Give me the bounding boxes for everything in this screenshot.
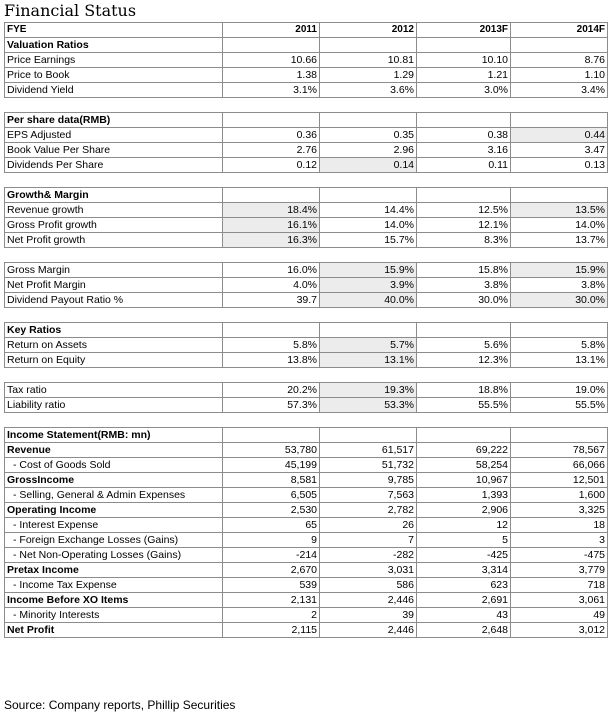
value-cell: 13.1% bbox=[320, 353, 417, 368]
value-cell: 1.10 bbox=[511, 68, 608, 83]
table-row bbox=[5, 593, 608, 608]
value-cell: 69,222 bbox=[417, 443, 511, 458]
value-cell: 3.1% bbox=[223, 83, 320, 98]
value-cell: 53,780 bbox=[223, 443, 320, 458]
value-cell: 1,393 bbox=[417, 488, 511, 503]
row-label: - Net Non-Operating Losses (Gains) bbox=[5, 548, 223, 563]
section-heading-row bbox=[5, 38, 608, 53]
value-cell: 3.6% bbox=[320, 83, 417, 98]
value-cell: 18 bbox=[511, 518, 608, 533]
value-cell: 15.9% bbox=[511, 263, 608, 278]
empty-cell bbox=[511, 113, 608, 128]
spacer-cell bbox=[417, 248, 511, 263]
value-cell: 43 bbox=[417, 608, 511, 623]
row-label: EPS Adjusted bbox=[5, 128, 223, 143]
value-cell: -282 bbox=[320, 548, 417, 563]
value-cell: 4.0% bbox=[223, 278, 320, 293]
value-cell: 3.8% bbox=[417, 278, 511, 293]
spacer-row bbox=[5, 248, 608, 263]
value-cell: 0.38 bbox=[417, 128, 511, 143]
value-cell: 39 bbox=[320, 608, 417, 623]
financial-status-table bbox=[4, 22, 608, 638]
value-cell: 12.1% bbox=[417, 218, 511, 233]
value-cell: 10.81 bbox=[320, 53, 417, 68]
spacer-cell bbox=[417, 308, 511, 323]
row-label: Price to Book bbox=[5, 68, 223, 83]
table-row bbox=[5, 53, 608, 68]
value-cell: 13.5% bbox=[511, 203, 608, 218]
spacer-row bbox=[5, 308, 608, 323]
spacer-cell bbox=[417, 98, 511, 113]
value-cell: 14.0% bbox=[320, 218, 417, 233]
value-cell: 3.4% bbox=[511, 83, 608, 98]
value-cell: 0.13 bbox=[511, 158, 608, 173]
row-label: Net Profit Margin bbox=[5, 278, 223, 293]
table-row bbox=[5, 218, 608, 233]
value-cell: 30.0% bbox=[511, 293, 608, 308]
value-cell: 0.11 bbox=[417, 158, 511, 173]
value-cell: 1,600 bbox=[511, 488, 608, 503]
spacer-cell bbox=[417, 173, 511, 188]
value-cell: 5.7% bbox=[320, 338, 417, 353]
value-cell: 2,530 bbox=[223, 503, 320, 518]
value-cell: 8.3% bbox=[417, 233, 511, 248]
row-label: Book Value Per Share bbox=[5, 143, 223, 158]
value-cell: 2.96 bbox=[320, 143, 417, 158]
value-cell: 57.3% bbox=[223, 398, 320, 413]
value-cell: 1.21 bbox=[417, 68, 511, 83]
table-row bbox=[5, 563, 608, 578]
year-header: 2011 bbox=[223, 23, 320, 38]
row-label: Liability ratio bbox=[5, 398, 223, 413]
value-cell: 5 bbox=[417, 533, 511, 548]
empty-cell bbox=[320, 428, 417, 443]
value-cell: 2 bbox=[223, 608, 320, 623]
empty-cell bbox=[417, 113, 511, 128]
value-cell: 5.6% bbox=[417, 338, 511, 353]
empty-cell bbox=[511, 428, 608, 443]
value-cell: 20.2% bbox=[223, 383, 320, 398]
value-cell: 10.66 bbox=[223, 53, 320, 68]
table-row bbox=[5, 203, 608, 218]
spacer-cell bbox=[417, 413, 511, 428]
value-cell: 12 bbox=[417, 518, 511, 533]
value-cell: 2,446 bbox=[320, 593, 417, 608]
table-row bbox=[5, 608, 608, 623]
empty-cell bbox=[223, 428, 320, 443]
value-cell: 5.8% bbox=[223, 338, 320, 353]
table-row bbox=[5, 263, 608, 278]
spacer-row bbox=[5, 173, 608, 188]
table-row bbox=[5, 293, 608, 308]
table-row bbox=[5, 233, 608, 248]
value-cell: 2,691 bbox=[417, 593, 511, 608]
row-label: Net Profit growth bbox=[5, 233, 223, 248]
row-label: Dividend Yield bbox=[5, 83, 223, 98]
value-cell: 3,779 bbox=[511, 563, 608, 578]
section-heading-row bbox=[5, 113, 608, 128]
value-cell: 8.76 bbox=[511, 53, 608, 68]
value-cell: 6,505 bbox=[223, 488, 320, 503]
table-row bbox=[5, 503, 608, 518]
spacer-cell bbox=[5, 98, 223, 113]
value-cell: 3,061 bbox=[511, 593, 608, 608]
table-row bbox=[5, 548, 608, 563]
value-cell: -214 bbox=[223, 548, 320, 563]
value-cell: 16.1% bbox=[223, 218, 320, 233]
value-cell: 3,314 bbox=[417, 563, 511, 578]
year-header: 2014F bbox=[511, 23, 608, 38]
empty-cell bbox=[320, 113, 417, 128]
row-label: Price Earnings bbox=[5, 53, 223, 68]
spacer-cell bbox=[5, 368, 223, 383]
row-label: Revenue bbox=[5, 443, 223, 458]
year-header: 2012 bbox=[320, 23, 417, 38]
value-cell: 40.0% bbox=[320, 293, 417, 308]
value-cell: 51,732 bbox=[320, 458, 417, 473]
row-label: - Interest Expense bbox=[5, 518, 223, 533]
value-cell: 61,517 bbox=[320, 443, 417, 458]
spacer-cell bbox=[223, 248, 320, 263]
row-label: Gross Profit growth bbox=[5, 218, 223, 233]
year-header: 2013F bbox=[417, 23, 511, 38]
value-cell: 15.7% bbox=[320, 233, 417, 248]
empty-cell bbox=[417, 323, 511, 338]
spacer-cell bbox=[511, 98, 608, 113]
value-cell: 2,131 bbox=[223, 593, 320, 608]
value-cell: 0.14 bbox=[320, 158, 417, 173]
value-cell: 9 bbox=[223, 533, 320, 548]
value-cell: 18.4% bbox=[223, 203, 320, 218]
empty-cell bbox=[511, 38, 608, 53]
spacer-cell bbox=[320, 413, 417, 428]
table-row bbox=[5, 278, 608, 293]
table-row bbox=[5, 458, 608, 473]
value-cell: 58,254 bbox=[417, 458, 511, 473]
section-heading-row bbox=[5, 188, 608, 203]
row-label: - Selling, General & Admin Expenses bbox=[5, 488, 223, 503]
section-heading-row bbox=[5, 428, 608, 443]
spacer-cell bbox=[511, 173, 608, 188]
value-cell: 3 bbox=[511, 533, 608, 548]
value-cell: 10,967 bbox=[417, 473, 511, 488]
value-cell: 10.10 bbox=[417, 53, 511, 68]
row-label: - Income Tax Expense bbox=[5, 578, 223, 593]
value-cell: 16.3% bbox=[223, 233, 320, 248]
value-cell: 3.16 bbox=[417, 143, 511, 158]
empty-cell bbox=[511, 323, 608, 338]
value-cell: 2,782 bbox=[320, 503, 417, 518]
spacer-cell bbox=[223, 98, 320, 113]
row-label: Dividends Per Share bbox=[5, 158, 223, 173]
table-row bbox=[5, 533, 608, 548]
spacer-cell bbox=[5, 308, 223, 323]
row-label: - Cost of Goods Sold bbox=[5, 458, 223, 473]
spacer-cell bbox=[511, 413, 608, 428]
spacer-row bbox=[5, 368, 608, 383]
table-body bbox=[5, 23, 608, 638]
spacer-cell bbox=[223, 308, 320, 323]
row-label: Pretax Income bbox=[5, 563, 223, 578]
value-cell: 65 bbox=[223, 518, 320, 533]
table-row bbox=[5, 473, 608, 488]
empty-cell bbox=[223, 113, 320, 128]
value-cell: 45,199 bbox=[223, 458, 320, 473]
value-cell: 2,115 bbox=[223, 623, 320, 638]
empty-cell bbox=[417, 428, 511, 443]
spacer-cell bbox=[5, 248, 223, 263]
value-cell: 14.0% bbox=[511, 218, 608, 233]
value-cell: 2,670 bbox=[223, 563, 320, 578]
value-cell: 5.8% bbox=[511, 338, 608, 353]
empty-cell bbox=[223, 188, 320, 203]
value-cell: 66,066 bbox=[511, 458, 608, 473]
table-row bbox=[5, 143, 608, 158]
spacer-cell bbox=[320, 368, 417, 383]
spacer-cell bbox=[320, 308, 417, 323]
value-cell: 12.3% bbox=[417, 353, 511, 368]
table-row bbox=[5, 83, 608, 98]
empty-cell bbox=[417, 188, 511, 203]
value-cell: 13.1% bbox=[511, 353, 608, 368]
value-cell: -475 bbox=[511, 548, 608, 563]
value-cell: 3.0% bbox=[417, 83, 511, 98]
spacer-cell bbox=[223, 173, 320, 188]
row-label: Return on Assets bbox=[5, 338, 223, 353]
row-label: Net Profit bbox=[5, 623, 223, 638]
value-cell: 3,012 bbox=[511, 623, 608, 638]
value-cell: 3,325 bbox=[511, 503, 608, 518]
value-cell: 15.8% bbox=[417, 263, 511, 278]
table-row bbox=[5, 398, 608, 413]
value-cell: 0.36 bbox=[223, 128, 320, 143]
empty-cell bbox=[417, 38, 511, 53]
value-cell: 1.38 bbox=[223, 68, 320, 83]
empty-cell bbox=[223, 38, 320, 53]
table-row bbox=[5, 383, 608, 398]
header-label: FYE bbox=[5, 23, 223, 38]
spacer-cell bbox=[5, 413, 223, 428]
section-heading: Valuation Ratios bbox=[5, 38, 223, 53]
table-row bbox=[5, 353, 608, 368]
spacer-cell bbox=[417, 368, 511, 383]
value-cell: 3.47 bbox=[511, 143, 608, 158]
table-row bbox=[5, 128, 608, 143]
row-label: Gross Margin bbox=[5, 263, 223, 278]
value-cell: 12.5% bbox=[417, 203, 511, 218]
section-heading: Income Statement(RMB: mn) bbox=[5, 428, 223, 443]
value-cell: 539 bbox=[223, 578, 320, 593]
value-cell: 2,648 bbox=[417, 623, 511, 638]
row-label: Revenue growth bbox=[5, 203, 223, 218]
section-heading: Per share data(RMB) bbox=[5, 113, 223, 128]
header-row bbox=[5, 23, 608, 38]
value-cell: 15.9% bbox=[320, 263, 417, 278]
value-cell: 623 bbox=[417, 578, 511, 593]
table-row bbox=[5, 488, 608, 503]
row-label: Tax ratio bbox=[5, 383, 223, 398]
value-cell: 39.7 bbox=[223, 293, 320, 308]
value-cell: 3.9% bbox=[320, 278, 417, 293]
table-row bbox=[5, 578, 608, 593]
spacer-cell bbox=[511, 368, 608, 383]
value-cell: 0.44 bbox=[511, 128, 608, 143]
row-label: GrossIncome bbox=[5, 473, 223, 488]
value-cell: 2.76 bbox=[223, 143, 320, 158]
value-cell: 30.0% bbox=[417, 293, 511, 308]
value-cell: -425 bbox=[417, 548, 511, 563]
value-cell: 26 bbox=[320, 518, 417, 533]
empty-cell bbox=[320, 38, 417, 53]
spacer-cell bbox=[320, 173, 417, 188]
empty-cell bbox=[320, 323, 417, 338]
table-row bbox=[5, 623, 608, 638]
table-row bbox=[5, 518, 608, 533]
row-label: - Foreign Exchange Losses (Gains) bbox=[5, 533, 223, 548]
spacer-cell bbox=[511, 248, 608, 263]
value-cell: 3,031 bbox=[320, 563, 417, 578]
value-cell: 16.0% bbox=[223, 263, 320, 278]
table-row bbox=[5, 68, 608, 83]
table-row bbox=[5, 338, 608, 353]
value-cell: 9,785 bbox=[320, 473, 417, 488]
empty-cell bbox=[223, 323, 320, 338]
row-label: Return on Equity bbox=[5, 353, 223, 368]
value-cell: 12,501 bbox=[511, 473, 608, 488]
value-cell: 19.0% bbox=[511, 383, 608, 398]
section-heading: Key Ratios bbox=[5, 323, 223, 338]
row-label: Dividend Payout Ratio % bbox=[5, 293, 223, 308]
spacer-cell bbox=[320, 98, 417, 113]
value-cell: 2,906 bbox=[417, 503, 511, 518]
value-cell: 14.4% bbox=[320, 203, 417, 218]
spacer-cell bbox=[223, 368, 320, 383]
spacer-cell bbox=[223, 413, 320, 428]
value-cell: 13.8% bbox=[223, 353, 320, 368]
empty-cell bbox=[511, 188, 608, 203]
value-cell: 13.7% bbox=[511, 233, 608, 248]
value-cell: 49 bbox=[511, 608, 608, 623]
value-cell: 0.12 bbox=[223, 158, 320, 173]
value-cell: 7 bbox=[320, 533, 417, 548]
value-cell: 18.8% bbox=[417, 383, 511, 398]
value-cell: 55.5% bbox=[511, 398, 608, 413]
row-label: Income Before XO Items bbox=[5, 593, 223, 608]
value-cell: 7,563 bbox=[320, 488, 417, 503]
value-cell: 78,567 bbox=[511, 443, 608, 458]
source-note: Source: Company reports, Phillip Securities bbox=[4, 698, 236, 712]
empty-cell bbox=[320, 188, 417, 203]
value-cell: 53.3% bbox=[320, 398, 417, 413]
value-cell: 19.3% bbox=[320, 383, 417, 398]
section-heading-row bbox=[5, 323, 608, 338]
value-cell: 1.29 bbox=[320, 68, 417, 83]
row-label: - Minority Interests bbox=[5, 608, 223, 623]
spacer-cell bbox=[5, 173, 223, 188]
table-row bbox=[5, 443, 608, 458]
value-cell: 3.8% bbox=[511, 278, 608, 293]
page-title: Financial Status bbox=[4, 1, 137, 20]
spacer-row bbox=[5, 413, 608, 428]
value-cell: 8,581 bbox=[223, 473, 320, 488]
spacer-cell bbox=[320, 248, 417, 263]
value-cell: 586 bbox=[320, 578, 417, 593]
section-heading: Growth& Margin bbox=[5, 188, 223, 203]
value-cell: 2,446 bbox=[320, 623, 417, 638]
spacer-row bbox=[5, 98, 608, 113]
table-row bbox=[5, 158, 608, 173]
row-label: Operating Income bbox=[5, 503, 223, 518]
value-cell: 55.5% bbox=[417, 398, 511, 413]
value-cell: 0.35 bbox=[320, 128, 417, 143]
spacer-cell bbox=[511, 308, 608, 323]
value-cell: 718 bbox=[511, 578, 608, 593]
